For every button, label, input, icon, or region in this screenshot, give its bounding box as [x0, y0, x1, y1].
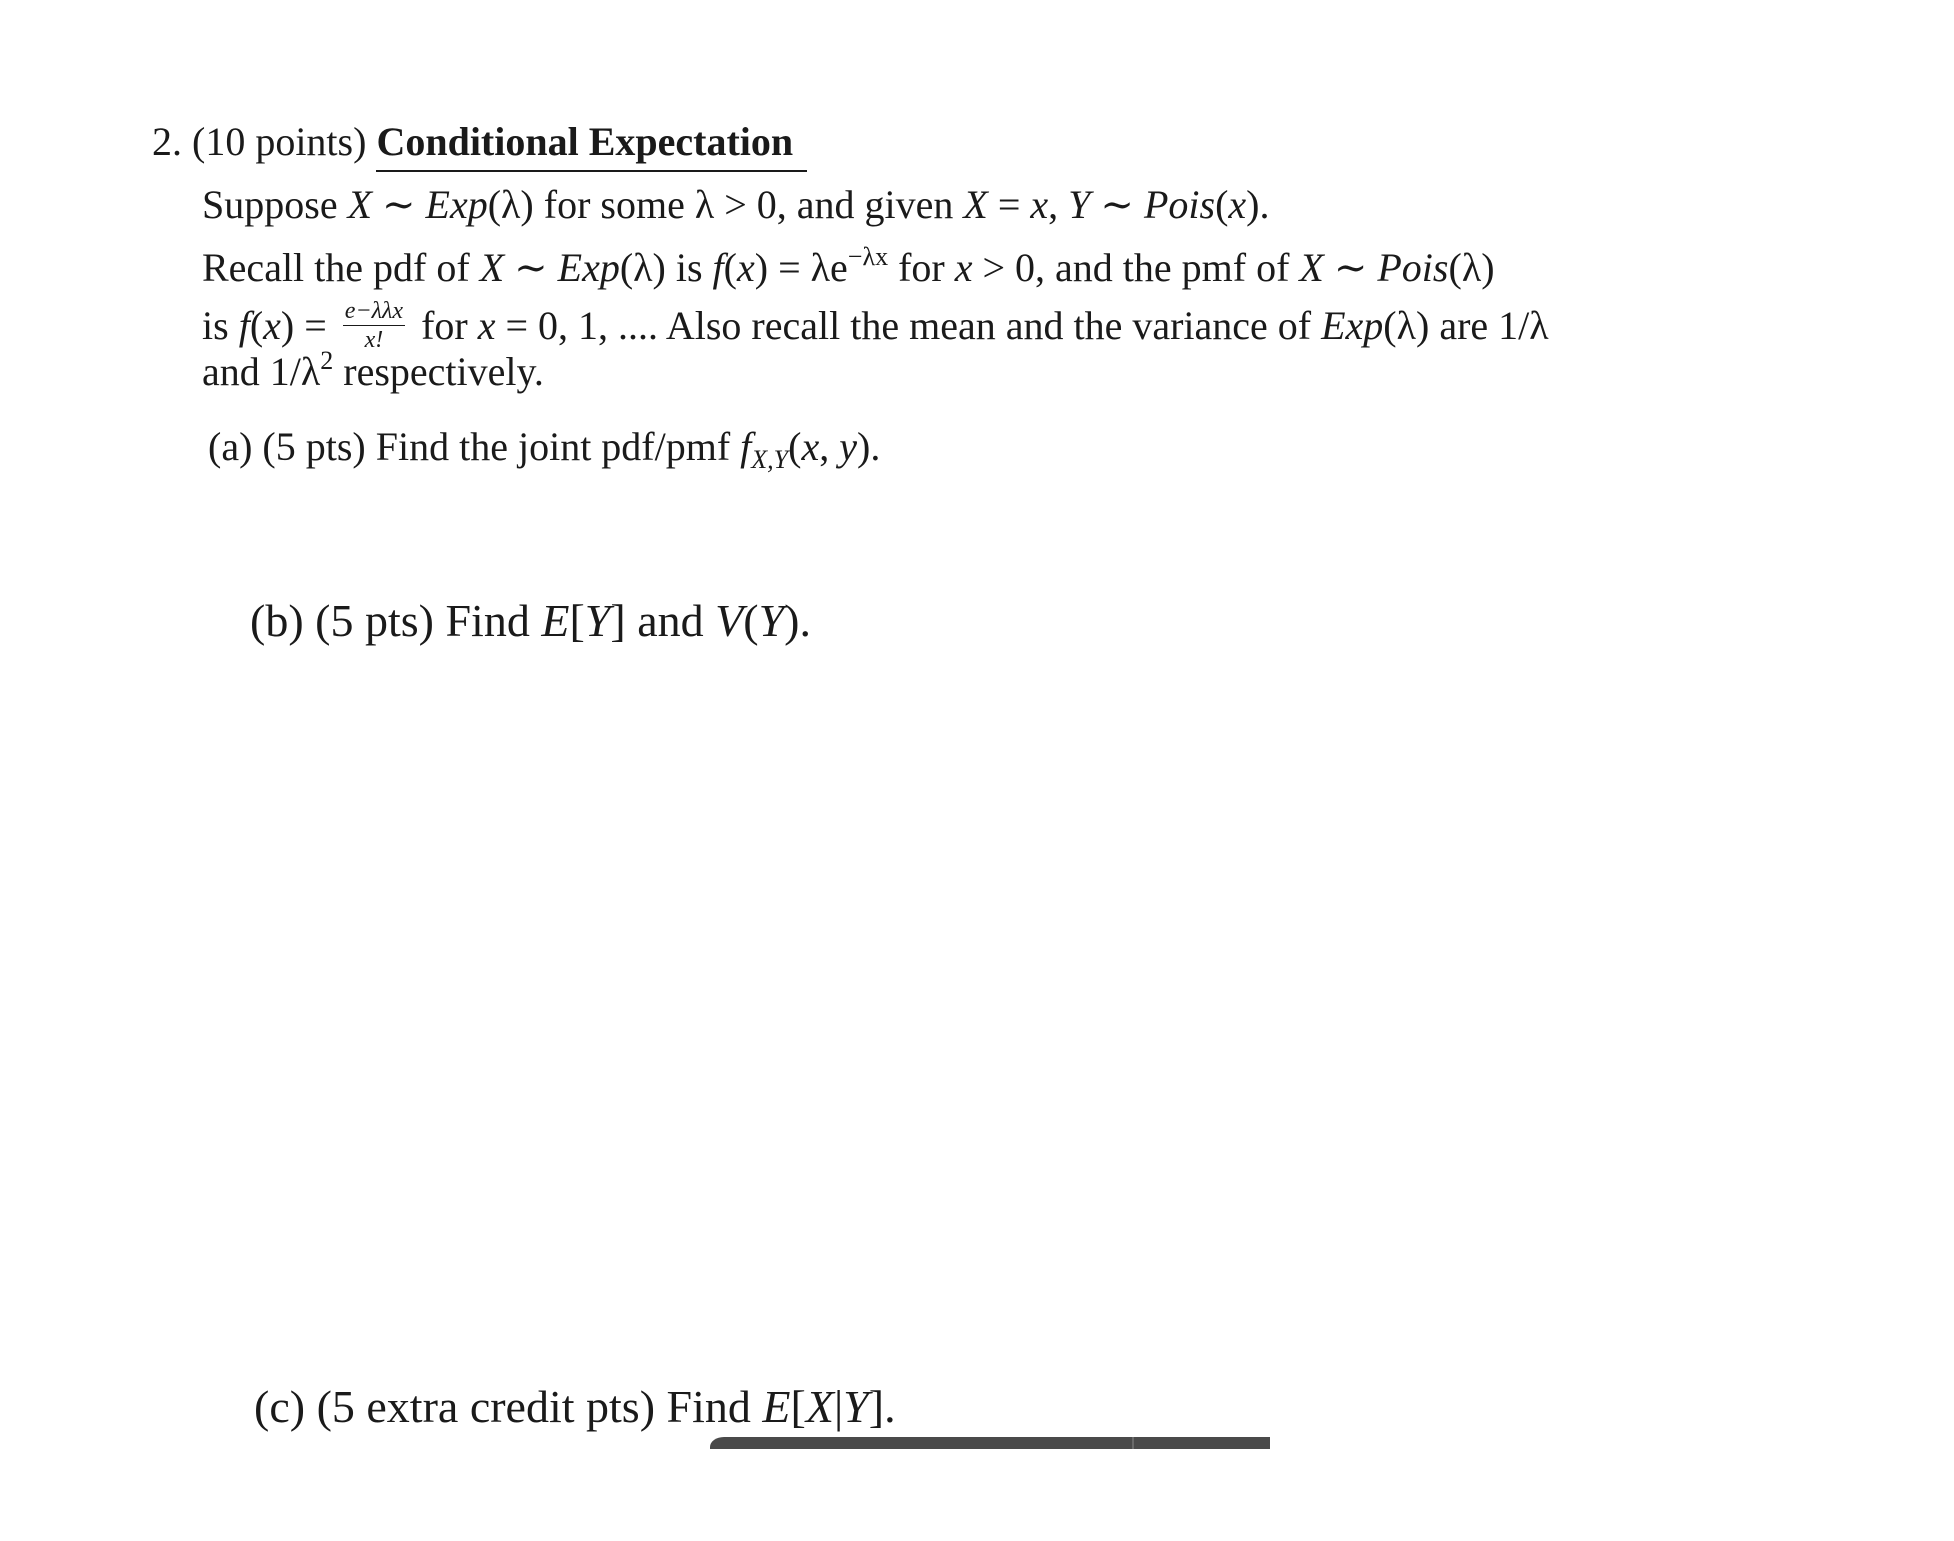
- math: Y: [843, 1381, 869, 1432]
- math: X: [805, 1381, 834, 1432]
- math: x: [737, 245, 755, 290]
- subscript: X,Y: [751, 445, 789, 474]
- text: [: [569, 595, 585, 646]
- math: x: [1030, 182, 1049, 227]
- math: f: [238, 303, 250, 349]
- text: ).: [1246, 182, 1270, 227]
- part-c: [254, 1381, 896, 1432]
- math: Y: [758, 595, 785, 646]
- text: ] and: [610, 595, 716, 646]
- part-b-points: (5 pts): [315, 595, 434, 646]
- superscript: −λx: [847, 242, 889, 271]
- part-c-points: (5 extra credit pts): [316, 1381, 656, 1432]
- pmf-fraction: [343, 298, 405, 354]
- text: ∼: [1090, 182, 1144, 227]
- fraction-denominator: x!: [364, 327, 384, 354]
- text: = 0, 1, .... Also recall the mean and the variance of: [495, 303, 1322, 349]
- intro-line-4: [202, 346, 544, 394]
- part-b-label: (b): [250, 595, 304, 646]
- part-a-points: (5 pts): [262, 424, 366, 469]
- text: (λ) is: [619, 245, 713, 290]
- math: Pois: [1377, 245, 1449, 290]
- math: x: [263, 303, 281, 349]
- text: and 1/λ: [202, 349, 321, 394]
- math: E: [762, 1381, 791, 1432]
- text: (: [249, 303, 264, 349]
- math: X: [479, 245, 505, 290]
- fraction-numerator: e−λλx: [343, 298, 405, 326]
- math: E: [541, 595, 570, 646]
- ink-bar: [710, 1437, 1270, 1449]
- math: X: [1299, 245, 1324, 290]
- math: Exp: [425, 182, 488, 227]
- math: x: [477, 303, 496, 349]
- math: y: [839, 424, 857, 469]
- text: (λ): [1448, 245, 1495, 290]
- problem-number: 2.: [152, 119, 182, 164]
- text: Suppose: [202, 182, 348, 227]
- text: [: [790, 1381, 806, 1432]
- text: Recall the pdf of: [202, 245, 480, 290]
- superscript: 2: [320, 346, 334, 375]
- text: ∼: [504, 245, 558, 290]
- text: (: [743, 595, 759, 646]
- math: Y: [584, 595, 611, 646]
- part-a: [208, 424, 881, 474]
- text: (λ) are 1/λ: [1383, 303, 1549, 349]
- text: ) = λe: [754, 245, 848, 290]
- problem-points: (10 points): [192, 119, 367, 164]
- part-c-label: (c): [254, 1381, 306, 1432]
- math: f: [740, 424, 752, 469]
- intro-line-1: [202, 182, 1270, 227]
- problem-header: [152, 119, 807, 164]
- text: ).: [857, 424, 881, 469]
- text: ].: [868, 1381, 896, 1432]
- text: (λ) for some λ > 0, and given: [487, 182, 964, 227]
- part-a-label: (a): [208, 424, 253, 469]
- part-b: [250, 595, 811, 646]
- text: (: [1215, 182, 1229, 227]
- text: for: [411, 303, 478, 349]
- math: X: [347, 182, 373, 227]
- ink-bar-seam: [1132, 1437, 1134, 1449]
- text: (: [788, 424, 802, 469]
- math: x: [801, 424, 820, 469]
- problem-title: Conditional Expectation: [376, 119, 807, 172]
- text: ,: [819, 424, 840, 469]
- math: f: [712, 245, 724, 290]
- text: Find: [433, 595, 542, 646]
- text: ,: [1048, 182, 1069, 227]
- math: Y: [1068, 182, 1091, 227]
- math: x: [954, 245, 973, 290]
- math: X: [963, 182, 988, 227]
- intro-line-2: [202, 242, 1495, 290]
- math: x: [1228, 182, 1247, 227]
- text: (: [723, 245, 737, 290]
- text: for: [888, 245, 955, 290]
- text: ) =: [280, 303, 337, 349]
- math: Exp: [1321, 303, 1384, 349]
- text: |: [833, 1381, 844, 1432]
- text: ∼: [1323, 245, 1378, 290]
- text: =: [987, 182, 1031, 227]
- text: Find: [655, 1381, 763, 1432]
- text: is: [202, 303, 239, 349]
- text: respectively.: [333, 349, 544, 394]
- text: ∼: [372, 182, 426, 227]
- math: Pois: [1143, 182, 1216, 227]
- text: Find the joint pdf/pmf: [365, 424, 741, 469]
- text: > 0, and the pmf of: [972, 245, 1300, 290]
- math: Exp: [557, 245, 620, 290]
- math: V: [715, 595, 744, 646]
- text: ).: [784, 595, 811, 646]
